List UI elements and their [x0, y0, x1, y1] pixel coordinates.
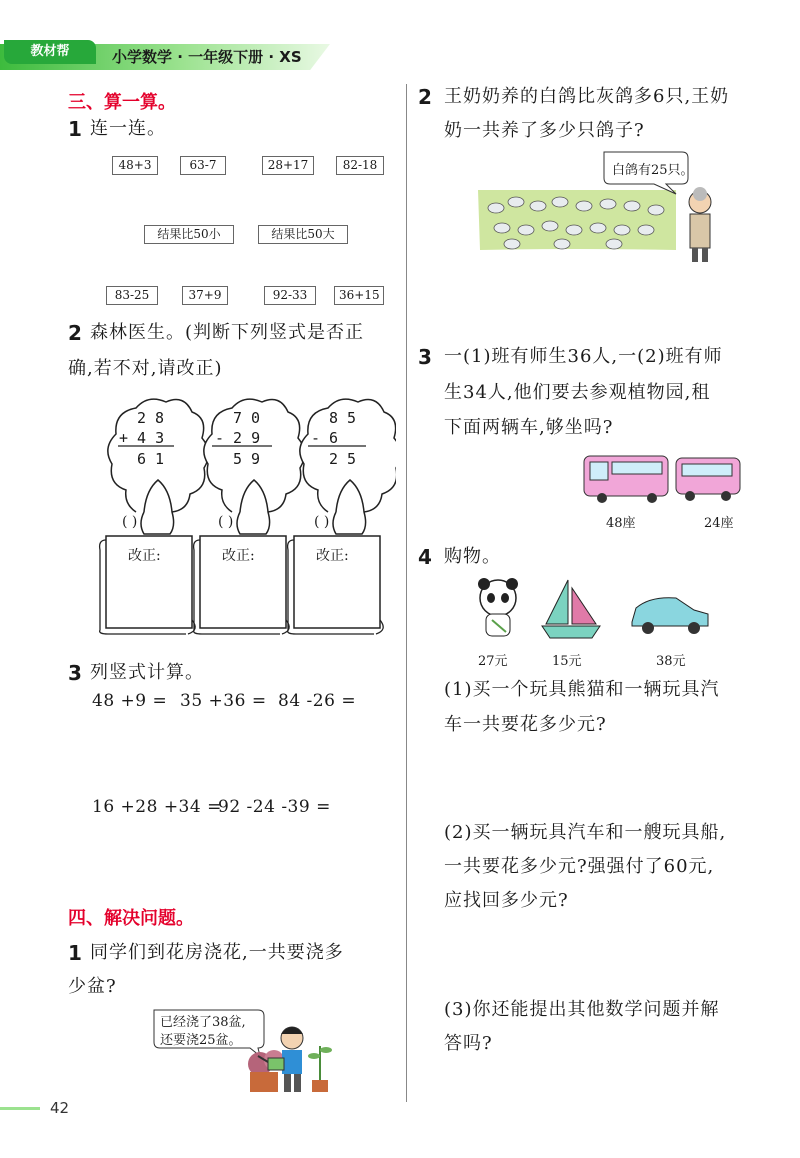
s3-q3-num: 3 — [68, 661, 82, 685]
match-box-bottom-2[interactable]: 37+9 — [182, 286, 228, 305]
section4-title: 四、解决问题。 — [68, 908, 194, 929]
bus-24-icon — [676, 458, 740, 501]
r-q3-line3: 下面两辆车,够坐吗? — [444, 417, 614, 438]
plant-icon — [308, 1046, 332, 1092]
boat-price: 15元 — [552, 654, 582, 669]
page-number-bar — [0, 1107, 40, 1110]
r-q4-text: 购物。 — [444, 546, 501, 567]
r-q4-p1-line1: (1)买一个玩具熊猫和一辆玩具汽 — [444, 679, 720, 700]
tree2-correction[interactable]: 改正: — [222, 548, 255, 564]
r-q2-line1: 王奶奶养的白鸽比灰鸽多6只,王奶 — [444, 86, 730, 107]
tree3-correction[interactable]: 改正: — [316, 548, 349, 564]
header-title: 小学数学 · 一年级下册 · XS — [112, 48, 302, 66]
match-box-top-3[interactable]: 28+17 — [262, 156, 314, 175]
match-box-bottom-1[interactable]: 83-25 — [106, 286, 158, 305]
calc-2: 35 +36 = — [180, 691, 267, 711]
tree2-judge[interactable]: ( ) — [218, 514, 234, 530]
bus-48-icon — [584, 456, 668, 503]
s3-q1-num: 1 — [68, 117, 82, 141]
boy-bubble-line1: 已经浇了38盆, — [160, 1015, 246, 1030]
tree1-row3: 6 1 — [137, 450, 165, 468]
sailboat-toy-icon — [542, 580, 600, 638]
r-q4-num: 4 — [418, 545, 432, 569]
s4-q1-num: 1 — [68, 941, 82, 965]
calc-4: 16 +28 +34 = — [92, 797, 222, 817]
s3-q2-num: 2 — [68, 321, 82, 345]
r-q3-num: 3 — [418, 345, 432, 369]
r-q3-line2: 生34人,他们要去参观植物园,租 — [444, 382, 711, 403]
match-box-mid-2[interactable]: 结果比50大 — [258, 225, 348, 244]
boy-bubble-line2: 还要浇25盆。 — [160, 1033, 242, 1048]
bus2-seats: 24座 — [704, 516, 734, 531]
r-q3-line1: 一(1)班有师生36人,一(2)班有师 — [444, 346, 723, 367]
r-q2-num: 2 — [418, 85, 432, 109]
match-box-mid-1[interactable]: 结果比50小 — [144, 225, 234, 244]
match-box-bottom-3[interactable]: 92-33 — [264, 286, 316, 305]
s3-q2-line1: 森林医生。(判断下列竖式是否正 — [90, 322, 365, 343]
calc-1: 48 +9 = — [92, 691, 168, 711]
tree1-correction[interactable]: 改正: — [128, 548, 161, 564]
column-divider — [406, 84, 407, 1102]
tree1-row1: 2 8 — [137, 409, 165, 427]
s4-q1-line1: 同学们到花房浇花,一共要浇多 — [90, 942, 344, 963]
match-box-bottom-4[interactable]: 36+15 — [334, 286, 384, 305]
tree2-row1: 7 0 — [233, 409, 261, 427]
r-q4-p3-line2: 答吗? — [444, 1033, 493, 1054]
tree3-judge[interactable]: ( ) — [314, 514, 330, 530]
calc-5: 92 -24 -39 = — [218, 797, 331, 817]
flower-pots-icon — [248, 1050, 284, 1092]
r-q2-line2: 奶一共养了多少只鸽子? — [444, 120, 645, 141]
section3-title: 三、算一算。 — [68, 92, 176, 113]
tree3-row2: - 6 — [311, 429, 339, 447]
calc-3: 84 -26 = — [278, 691, 357, 711]
toys-illustration — [472, 576, 722, 644]
grandma-icon — [689, 187, 711, 262]
panda-toy-icon — [478, 578, 518, 636]
r-q4-p2-line2: 一共要花多少元?强强付了60元, — [444, 856, 715, 877]
tree1-row2: + 4 3 — [119, 429, 165, 447]
car-toy-icon — [632, 598, 708, 634]
pigeon-bubble: 白鸽有25只。 — [612, 163, 694, 178]
buses-illustration — [578, 450, 748, 506]
bus1-seats: 48座 — [606, 516, 636, 531]
s3-q1-text: 连一连。 — [90, 118, 166, 139]
tree1-judge[interactable]: ( ) — [122, 514, 138, 530]
match-box-top-2[interactable]: 63-7 — [180, 156, 226, 175]
tree3-row3: 2 5 — [329, 450, 357, 468]
header-tag: 教材帮 — [4, 40, 96, 64]
match-box-top-4[interactable]: 82-18 — [336, 156, 384, 175]
panda-price: 27元 — [478, 654, 508, 669]
tree2-row3: 5 9 — [233, 450, 261, 468]
match-box-top-1[interactable]: 48+3 — [112, 156, 158, 175]
r-q4-p2-line1: (2)买一辆玩具汽车和一艘玩具船, — [444, 822, 727, 843]
s3-q2-line2: 确,若不对,请改正) — [68, 358, 223, 379]
s4-q1-line2: 少盆? — [68, 976, 117, 997]
tree2-row2: - 2 9 — [215, 429, 261, 447]
r-q4-p2-line3: 应找回多少元? — [444, 890, 569, 911]
page-number: 42 — [50, 1099, 70, 1117]
r-q4-p3-line1: (3)你还能提出其他数学问题并解 — [444, 999, 720, 1020]
car-price: 38元 — [656, 654, 686, 669]
r-q4-p1-line2: 车一共要花多少元? — [444, 714, 607, 735]
s3-q3-text: 列竖式计算。 — [90, 662, 204, 683]
tree3-row1: 8 5 — [329, 409, 357, 427]
